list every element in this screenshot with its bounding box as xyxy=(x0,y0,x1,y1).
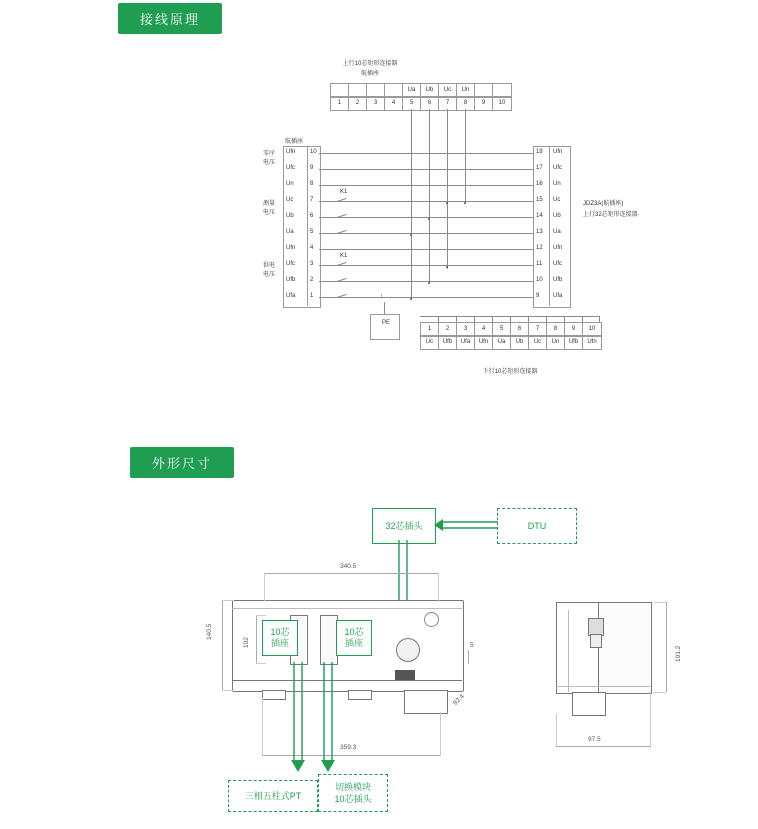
device-side-body xyxy=(556,602,600,694)
table-cell: 3 xyxy=(457,323,475,336)
left-row-number: 4 xyxy=(310,245,314,251)
right-row-number: 11 xyxy=(536,261,543,267)
left-row-number: 5 xyxy=(310,229,314,235)
table-cell: 10 xyxy=(588,326,596,332)
side-base-line xyxy=(556,686,650,687)
wire-ub xyxy=(429,109,430,284)
wire-row-6 xyxy=(319,233,533,234)
table-cell: 8 xyxy=(457,97,475,110)
left-connector-title: 航插座 xyxy=(285,139,304,145)
bottom-tick xyxy=(546,316,547,322)
table-cell: Uc xyxy=(439,84,457,97)
left-row-signal: Ufc xyxy=(286,261,295,267)
socket-left-line1: 10芯 xyxy=(270,627,290,637)
bottom-tick xyxy=(510,316,511,322)
top-connector-title-2: 航插座 xyxy=(360,71,379,77)
left-row-signal: Ub xyxy=(286,213,294,219)
dim-text-340: 340.5 xyxy=(340,563,357,570)
right-row-signal: Un xyxy=(553,181,561,187)
group-label-zero-sequence: 零序 电压 xyxy=(262,151,275,166)
table-cell: Ua xyxy=(493,336,511,349)
right-caption-line1: JDZ3A(航插座) xyxy=(583,201,624,207)
right-row-signal: Ua xyxy=(553,229,561,235)
right-row-signal: Ufa xyxy=(553,293,563,299)
left-row-number: 6 xyxy=(310,213,314,219)
junction-dot xyxy=(428,218,430,220)
junction-dot xyxy=(464,202,466,204)
wire-row-4 xyxy=(319,201,533,202)
socket-right-line2: 插座 xyxy=(344,638,363,648)
switch-k1-d xyxy=(337,262,347,268)
table-cell: Un xyxy=(457,84,475,97)
wire-row-3 xyxy=(319,185,533,186)
left-row-signal: Ufa xyxy=(286,293,296,299)
plug32-box: 32芯插头 xyxy=(372,508,436,544)
wire-row-7 xyxy=(319,249,533,250)
dim-ext-left-bottom xyxy=(222,690,234,691)
socket-label-left-text xyxy=(270,627,289,649)
switch-label-2: K1 xyxy=(340,253,348,259)
switch-label-1: K1 xyxy=(340,189,348,195)
left-row-number: 10 xyxy=(310,149,317,155)
left-row-signal: Ufn xyxy=(286,245,296,251)
dim-ext-inner-top xyxy=(256,615,266,616)
right-caption-line2: 上行32芯矩形连接器 xyxy=(583,212,638,218)
dim-text-97: 97.5 xyxy=(588,736,601,743)
arrow-socket-right-down xyxy=(318,662,340,774)
left-row-signal: Ufc xyxy=(286,165,295,171)
dimension-drawing xyxy=(0,490,758,829)
table-cell: 1 xyxy=(421,323,439,336)
dim-ext-bottom-left xyxy=(262,698,263,756)
nameplate xyxy=(395,670,415,680)
socket-label-left xyxy=(262,620,298,656)
left-row-number: 3 xyxy=(310,261,314,267)
table-cell: Ua xyxy=(403,84,421,97)
table-cell: 2 xyxy=(439,323,457,336)
bottom-tick xyxy=(582,316,583,322)
junction-dot xyxy=(446,202,448,204)
table-cell: 9 xyxy=(475,97,493,110)
table-cell: Uc xyxy=(529,336,547,349)
left-row-signal: Ua xyxy=(286,229,294,235)
left-row-signal: Ufn xyxy=(286,149,296,155)
side-terminal-cover xyxy=(572,692,606,716)
right-row-number: 10 xyxy=(536,277,543,283)
socket-right-line1: 10芯 xyxy=(344,627,364,637)
table-cell: Ufa xyxy=(457,336,475,349)
table-cell: 1 xyxy=(331,97,349,110)
switch-module-box xyxy=(318,774,388,812)
right-row-number: 16 xyxy=(536,181,543,187)
bottom-tick xyxy=(564,316,565,322)
table-cell: 6 xyxy=(511,323,529,336)
pt-box: 三相五柱式PT xyxy=(228,780,318,812)
dim-ext-top-right xyxy=(438,573,439,601)
table-cell: Ufn xyxy=(475,336,493,349)
dim-text-102: 102 xyxy=(243,637,250,648)
bottom-tick xyxy=(528,316,529,322)
left-row-signal: Uc xyxy=(286,197,294,203)
pe-lead xyxy=(384,302,385,314)
left-row-number: 1 xyxy=(310,293,314,299)
wire-row-8 xyxy=(319,265,533,266)
switch-module-text xyxy=(334,781,371,805)
wire-row-9 xyxy=(319,281,533,282)
right-row-signal: Ufc xyxy=(553,165,562,171)
switch-k1-f xyxy=(337,294,347,300)
indicator-knob xyxy=(424,612,439,627)
table-cell: 4 xyxy=(475,323,493,336)
table-cell: 7 xyxy=(529,323,547,336)
right-row-number: 13 xyxy=(536,229,543,235)
table-cell: Ufb xyxy=(439,336,457,349)
left-row-number: 7 xyxy=(310,197,314,203)
dim-line-left xyxy=(222,600,223,690)
table-cell: 9 xyxy=(565,323,583,336)
dim-line-side-width xyxy=(556,746,650,747)
device-foot-left xyxy=(262,690,286,700)
right-row-signal: Ufn xyxy=(553,149,563,155)
table-cell: 5 xyxy=(493,323,511,336)
table-cell: 6 xyxy=(421,97,439,110)
right-row-signal: Ufc xyxy=(553,261,562,267)
right-row-number: 15 xyxy=(536,197,543,203)
dim-line-side-height xyxy=(666,602,667,692)
dim-text-92: 92.4 xyxy=(452,693,466,707)
bottom-tick xyxy=(599,316,600,322)
dim-text-5: 5 xyxy=(470,642,474,649)
socket-label-right xyxy=(336,620,372,656)
wire-row-1 xyxy=(319,153,533,154)
group-label-supply: 供电 电压 xyxy=(262,263,275,278)
right-row-signal: Uc xyxy=(553,197,561,203)
dim-text-191: 191.2 xyxy=(675,645,682,662)
top-connector-title-1: 上行10芯矩形连接器 xyxy=(342,61,398,67)
table-cell: Ub xyxy=(421,84,439,97)
bottom-tick xyxy=(474,316,475,322)
right-row-number: 18 xyxy=(536,149,543,155)
wire-uc xyxy=(447,109,448,269)
left-row-number: 2 xyxy=(310,277,314,283)
right-row-signal: Ufn xyxy=(553,245,563,251)
table-cell: 3 xyxy=(367,97,385,110)
bottom-table-row-signals xyxy=(420,335,602,350)
bottom-tick xyxy=(492,316,493,322)
terminal-cover xyxy=(404,690,448,714)
switch-k1-e xyxy=(337,278,347,284)
dim-ext-left-top xyxy=(222,600,234,601)
table-cell: Un xyxy=(547,336,565,349)
bottom-tick xyxy=(456,316,457,322)
switch-k1-c xyxy=(337,230,347,236)
left-row-signal: Ufb xyxy=(286,277,296,283)
pe-label: PE xyxy=(382,320,391,326)
switch-k1-a xyxy=(337,198,347,204)
switch-k1-b xyxy=(337,214,347,220)
switch-module-line1: 切换模块 xyxy=(334,782,371,792)
left-row-number: 9 xyxy=(310,165,314,171)
left-block-divider xyxy=(307,146,308,306)
wire-row-2 xyxy=(319,169,533,170)
wire-row-5 xyxy=(319,217,533,218)
dim-ext-side-bottom xyxy=(654,692,666,693)
junction-dot xyxy=(410,298,412,300)
table-cell: 7 xyxy=(439,97,457,110)
right-row-number: 9 xyxy=(536,293,540,299)
table-cell: 10 xyxy=(498,100,506,106)
right-block-divider xyxy=(549,146,550,306)
dim-ext-side-right xyxy=(650,692,651,748)
dim-text-359: 359.3 xyxy=(340,744,357,751)
bottom-tick xyxy=(438,316,439,322)
wiring-diagram xyxy=(0,50,758,400)
dim-ext-top-left xyxy=(264,573,265,601)
switch-module-line2: 10芯插头 xyxy=(334,794,372,804)
device-foot-mid xyxy=(348,690,372,700)
device-side-cover xyxy=(598,602,652,694)
pe-arrow-icon: ↑ xyxy=(380,294,383,300)
device-front-bottom-edge xyxy=(232,680,462,681)
table-cell: Ufb xyxy=(565,336,583,349)
dtu-box: DTU xyxy=(497,508,577,544)
arrow-socket-left-down xyxy=(288,662,310,774)
section-tag-wiring: 接线原理 xyxy=(118,3,222,34)
dim-line-inner-left xyxy=(256,615,257,663)
device-side-inner-line xyxy=(568,610,569,692)
table-cell: Uc xyxy=(421,336,439,349)
table-cell: 2 xyxy=(349,97,367,110)
junction-dot xyxy=(410,234,412,236)
right-row-signal: Ufb xyxy=(553,277,563,283)
table-cell: Ub xyxy=(511,336,529,349)
arrow-dtu-to-plug xyxy=(430,516,502,536)
table-cell: 4 xyxy=(385,97,403,110)
table-cell: 5 xyxy=(403,97,421,110)
wire-row-10 xyxy=(319,297,533,298)
table-cell: 8 xyxy=(547,323,565,336)
top-table-row-numbers xyxy=(330,96,512,111)
junction-dot xyxy=(428,282,430,284)
right-row-signal: Ub xyxy=(553,213,561,219)
device-front-top-edge xyxy=(232,608,462,609)
dim-ext-bottom-right xyxy=(440,712,441,756)
socket-label-right-text xyxy=(344,627,363,649)
right-row-number: 14 xyxy=(536,213,543,219)
left-row-signal: Un xyxy=(286,181,294,187)
round-connector-port xyxy=(396,638,420,662)
right-row-number: 12 xyxy=(536,245,543,251)
table-cell: Ufn xyxy=(587,339,597,345)
dim-text-140: 140.5 xyxy=(206,623,213,640)
dim-ext-side-top xyxy=(654,602,666,603)
left-row-number: 8 xyxy=(310,181,314,187)
bottom-connector-title: 下行10芯矩形连接器 xyxy=(482,369,538,375)
dim-ext-inner-bottom xyxy=(256,663,266,664)
socket-left-line2: 插座 xyxy=(270,638,289,648)
junction-dot xyxy=(446,266,448,268)
section-tag-dimension: 外形尺寸 xyxy=(130,447,234,478)
dim-line-5 xyxy=(468,650,469,664)
pe-ground-box xyxy=(370,314,400,340)
right-row-number: 17 xyxy=(536,165,543,171)
side-gland-nut xyxy=(590,634,602,648)
group-label-measure: 测量 电压 xyxy=(262,201,275,216)
wire-un xyxy=(465,109,466,204)
dim-ext-side-left xyxy=(556,714,557,748)
wire-ua xyxy=(411,109,412,299)
dim-line-top xyxy=(264,573,439,574)
